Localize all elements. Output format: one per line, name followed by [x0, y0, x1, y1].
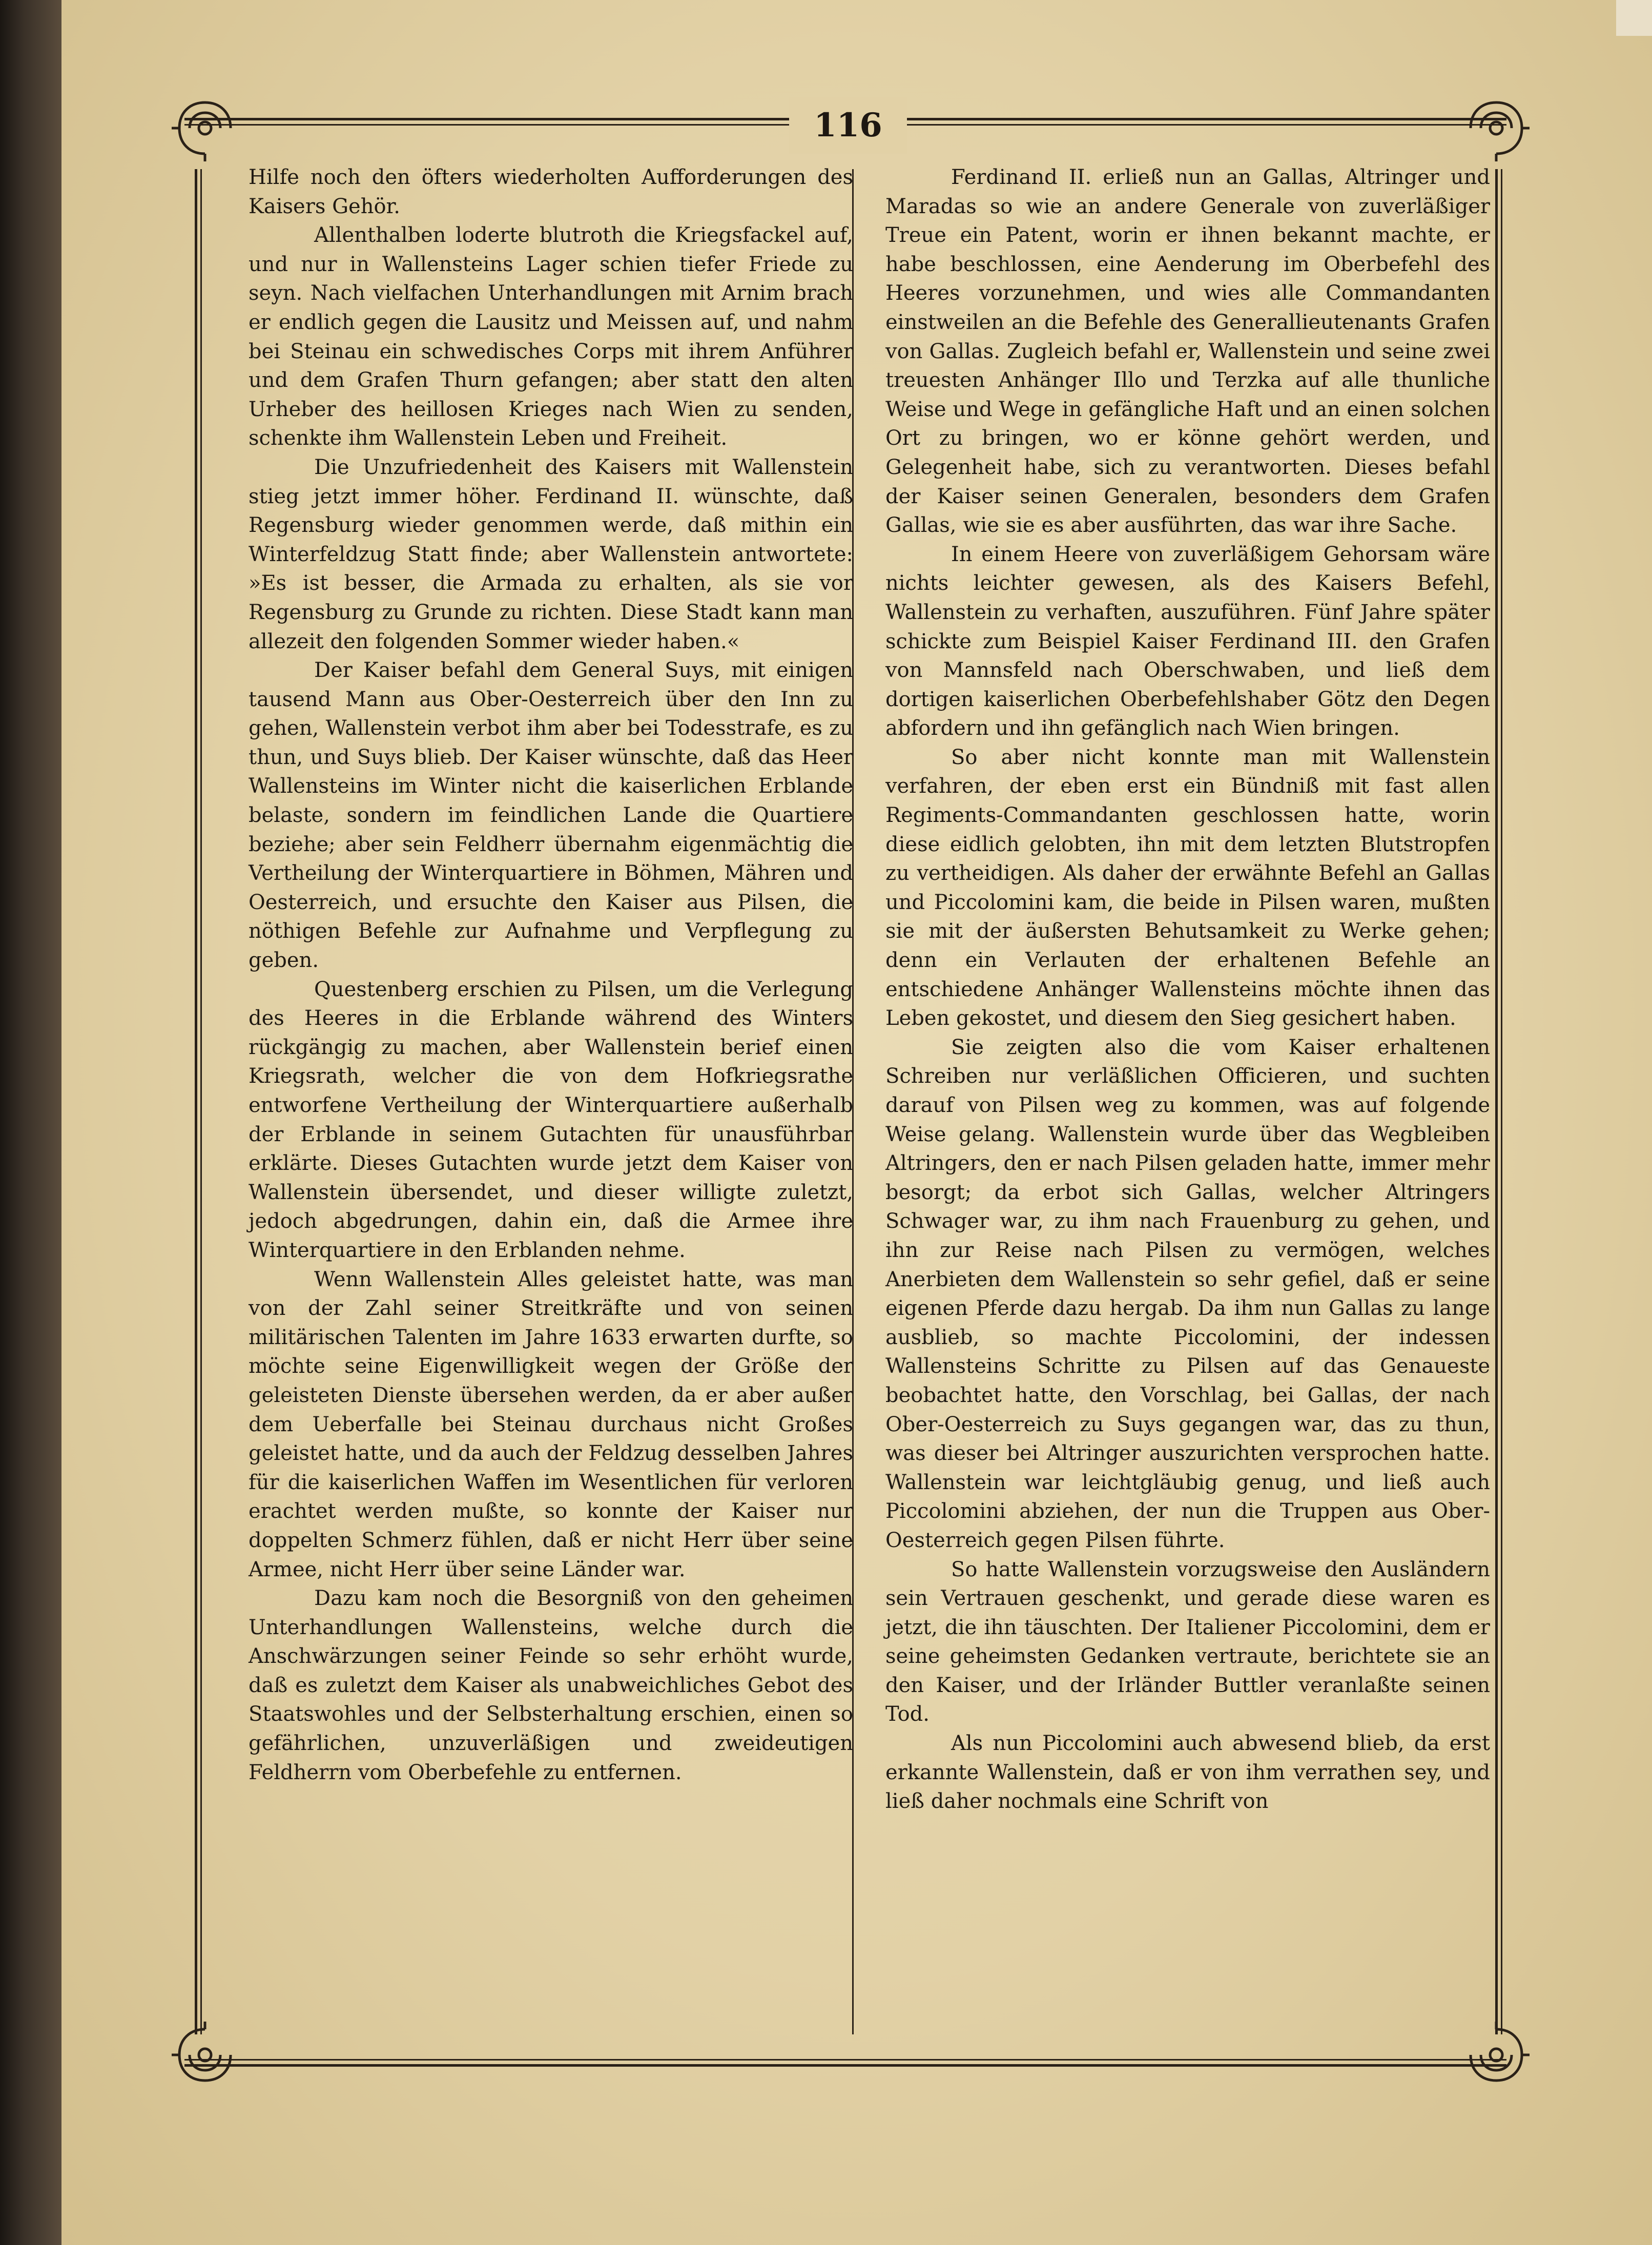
paragraph: Allenthalben loderte blutroth die Kriegsfackel auf, und nur in Wallensteins Lager schien tiefer Friede zu seyn. Nach vielfachen Unterhandlungen mit Arnim brach er endlich gegen die Lausitz und Meissen auf, und nahm bei Steinau ein schwedisches Corps mit ihrem Anführer und dem Grafen Thurn gefangen; aber statt den alten Urheber des heillosen Krieges nach Wien zu senden, schenkte ihm Wallenstein Leben und Freiheit. [249, 223, 853, 450]
paragraph: Wenn Wallenstein Alles geleistet hatte, was man von der Zahl seiner Streitkräfte und von seinen militärischen Talenten im Jahre 1633 erwarten durfte, so möchte seine Eigenwilligkeit wegen der Größe der geleisteten Dienste übersehen werden, da er aber außer dem Ueberfalle bei Steinau durchaus nicht Großes geleistet hatte, und da auch der Feldzug desselben Jahres für die kaiserlichen Waffen im Wesentlichen für verloren erachtet werden mußte, so konnte der Kaiser nur doppelten Schmerz fühlen, daß er nicht Herr über seine Armee, nicht Herr über seine Länder war. [249, 1267, 853, 1581]
paragraph: Hilfe noch den öfters wiederholten Aufforderungen des Kaisers Gehör. [249, 166, 853, 218]
book-spine-shadow [0, 0, 61, 2245]
corner-ornament-icon [1460, 92, 1532, 164]
frame-right-rule [1495, 169, 1504, 2034]
corner-ornament-icon [1460, 2019, 1532, 2091]
paragraph: Die Unzufriedenheit des Kaisers mit Wallenstein stieg jetzt immer höher. Ferdinand II. wünschte, daß Regensburg wieder genommen werde, daß mithin ein Winterfeldzug Statt finde; aber Wallenstein antwortete: »Es ist besser, die Armada zu erhalten, als sie vor Regensburg zu Grunde zu richten. Diese Stadt kann man allezeit den folgenden Sommer wieder haben.« [249, 455, 853, 653]
paragraph: Ferdinand II. erließ nun an Gallas, Altringer und Maradas so wie an andere Generale von zuverläßiger Treue ein Patent, worin er ihnen bekannt machte, er habe beschlossen, eine Aenderung im Oberbefehl des Heeres vorzunehmen, und wies alle Commandanten einstweilen an die Befehle des Generallieutenants Grafen von Gallas. Zugleich befahl er, Wallenstein und seine zwei treuesten Anhänger Illo und Terzka auf alle thunliche Weise und Wege in gefängliche Haft und an einen solchen Ort zu bringen, wo er könne gehört werden, und Gelegenheit habe, sich zu verantworten. Dieses befahl der Kaiser seinen Generalen, besonders dem Grafen Gallas, wie sie es aber ausführten, das war ihre Sache. [885, 166, 1490, 538]
paragraph: In einem Heere von zuverläßigem Gehorsam wäre nichts leichter gewesen, als des Kaisers Befehl, Wallenstein zu verhaften, auszuführen. Fünf Jahre später schickte zum Beispiel Kaiser Ferdinand III. den Grafen von Mannsfeld nach Oberschwaben, und ließ dem dortigen kaiserlichen Oberbefehlshaber Götz den Degen abfordern und ihn gefänglich nach Wien bringen. [885, 542, 1490, 740]
paragraph: So hatte Wallenstein vorzugsweise den Ausländern sein Vertrauen geschenkt, und gerade diese waren es jetzt, die ihn täuschten. Der Italiener Piccolomini, dem er seine geheimsten Gedanken vertraute, berichtete sie an den Kaiser, und der Irländer Buttler veranlaßte seinen Tod. [885, 1557, 1490, 1726]
frame-bottom-rule [184, 2059, 1506, 2072]
page-corner [1616, 0, 1652, 36]
paragraph: Sie zeigten also die vom Kaiser erhaltenen Schreiben nur verläßlichen Officieren, und suchten darauf von Pilsen weg zu kommen, was auf folgende Weise gelang. Wallenstein wurde über das Wegbleiben Altringers, den er nach Pilsen geladen hatte, immer mehr besorgt; da erbot sich Gallas, welcher Altringers Schwager war, zu ihm nach Frauenburg zu gehen, und ihn zur Reise nach Pilsen zu vermögen, welches Anerbieten dem Wallenstein so sehr gefiel, daß er seine eigenen Pferde dazu hergab. Da ihm nun Gallas zu lange ausblieb, so machte Piccolomini, der indessen Wallensteins Schritte zu Pilsen auf das Genaueste beobachtet hatte, den Vorschlag, bei Gallas, der nach Ober-Oesterreich zu Suys gegangen war, das zu thun, was dieser bei Altringer auszurichten versprochen hatte. Wallenstein war leichtgläubig genug, und ließ auch Piccolomini abziehen, der nun die Truppen aus Ober-Oesterreich gegen Pilsen führte. [885, 1035, 1490, 1552]
paragraph: Questenberg erschien zu Pilsen, um die Verlegung des Heeres in die Erblande während des Winters rückgängig zu machen, aber Wallenstein berief einen Kriegsrath, welcher die von dem Hofkriegsrathe entworfene Vertheilung der Winterquartiere außerhalb der Erblande in seinem Gutachten für unausführbar erklärte. Dieses Gutachten wurde jetzt dem Kaiser von Wallenstein übersendet, und dieser willigte zuletzt, jedoch abgedrungen, dahin ein, daß die Armee ihre Winterquartiere in den Erblanden nehme. [249, 977, 853, 1262]
paragraph: Der Kaiser befahl dem General Suys, mit einigen tausend Mann aus Ober-Oesterreich über den Inn zu gehen, Wallenstein verbot ihm aber bei Todesstrafe, es zu thun, und Suys blieb. Der Kaiser wünschte, daß das Heer Wallensteins im Winter nicht die kaiserlichen Erblande belaste, sondern im feindlichen Lande die Quartiere beziehe; aber sein Feldherr übernahm eigenmächtig die Vertheilung der Winterquartiere in Böhmen, Mähren und Oesterreich, und ersuchte den Kaiser aus Pilsen, die nöthigen Befehle zur Aufnahme und Verpflegung zu geben. [249, 658, 853, 973]
corner-ornament-icon [169, 2019, 241, 2091]
left-text-column [249, 163, 853, 1787]
corner-ornament-icon [169, 92, 241, 164]
right-text-column [885, 163, 1490, 1816]
page-number-box [789, 97, 907, 154]
frame-left-rule [195, 169, 204, 2034]
paragraph: Dazu kam noch die Besorgniß von den geheimen Unterhandlungen Wallensteins, welche durch die Anschwärzungen seiner Feinde so sehr erhöht wurde, daß es zuletzt dem Kaiser als unabweichliches Gebot des Staatswohles und der Selbsterhaltung erschien, einen so gefährlichen, unzuverläßigen und zweideutigen Feldherrn vom Oberbefehle zu entfernen. [249, 1587, 853, 1784]
page-number: 116 [814, 106, 882, 145]
paragraph: So aber nicht konnte man mit Wallenstein verfahren, der eben erst ein Bündniß mit fast allen Regiments-Commandanten geschlossen hatte, worin diese eidlich gelobten, ihn mit dem letzten Blutstropfen zu vertheidigen. Als daher der erwähnte Befehl an Gallas und Piccolomini kam, die beide in Pilsen waren, mußten sie mit der äußersten Behutsamkeit zu Werke gehen; denn ein Verlauten der erhaltenen Befehle an entschiedene Anhänger Wallensteins möchte ihnen das Leben gekostet, und diesem den Sieg gesichert haben. [885, 745, 1490, 1031]
paragraph: Als nun Piccolomini auch abwesend blieb, da erst erkannte Wallenstein, daß er von ihm verrathen sey, und ließ daher nochmals eine Schrift von [885, 1732, 1490, 1814]
